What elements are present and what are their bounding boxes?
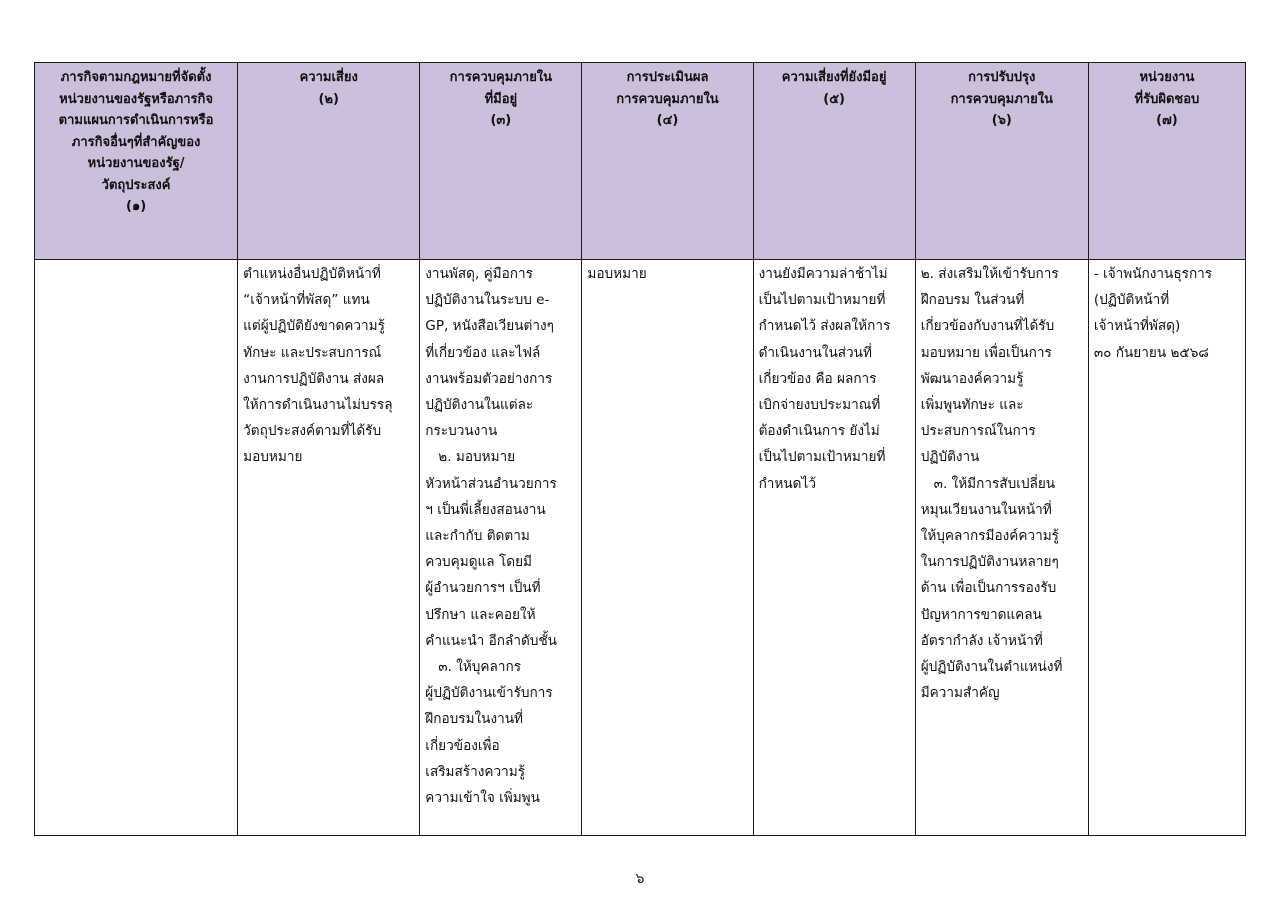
cell-text-line: (ปฏิบัติหน้าที่ <box>1093 292 1170 309</box>
table-row <box>35 260 1246 836</box>
cell-text-line: ปรึกษา และคอยให้ <box>425 606 536 623</box>
cell-text-line: เพิ่มพูนทักษะ และ <box>920 397 1024 414</box>
cell-text-line: เป็นไปตามเป้าหมายที่ <box>758 292 886 309</box>
cell-text-line: - เจ้าพนักงานธุรการ <box>1093 266 1213 282</box>
cell-text-line: ฝึกอบรม ในส่วนที่ <box>920 292 1025 309</box>
header-risk <box>238 63 420 260</box>
header-control-evaluation <box>582 63 753 260</box>
header-text-line: หน่วยงานของรัฐ/ <box>87 156 185 171</box>
header-text-line: ความเสี่ยงที่ยังมีอยู่ <box>781 70 887 85</box>
cell-text-line: ให้การดำเนินงานไม่บรรลุ <box>243 397 393 414</box>
cell-text-line: พัฒนาองค์ความรู้ <box>920 370 1024 387</box>
cell-text-line: เสริมสร้างความรู้ <box>425 763 525 780</box>
cell-text-line: เจ้าหน้าที่พัสดุ) <box>1093 318 1181 335</box>
cell-text-line: มอบหมาย <box>243 449 303 466</box>
cell-text-line: ปัญหาการขาดแคลน <box>920 606 1042 623</box>
cell-text-line: แต่ผู้ปฏิบัติยังขาดความรู้ <box>243 318 385 335</box>
cell-text-line: ที่เกี่ยวข้อง และไฟล์ <box>425 344 541 361</box>
cell-mission <box>35 260 238 836</box>
header-control-improvement <box>915 63 1088 260</box>
cell-text-line: ปฏิบัติงาน <box>920 449 980 466</box>
cell-control-improvement <box>915 260 1088 836</box>
cell-text-line: ดำเนินงานในส่วนที่ <box>758 344 872 361</box>
cell-text-line: ๓๐ กันยายน ๒๕๖๘ <box>1093 344 1209 361</box>
cell-text-line: ประสบการณ์ในการ <box>920 423 1036 440</box>
header-text-line: ความเสี่ยง <box>299 70 358 85</box>
cell-text-line: ผู้ปฏิบัติงานในตำแหน่งที่ <box>920 659 1063 676</box>
cell-text-line: ปฏิบัติงานในแต่ละ <box>425 397 534 414</box>
cell-control-evaluation <box>582 260 753 836</box>
cell-text-line: ฝึกอบรมในงานที่ <box>425 711 524 728</box>
cell-text-line: ฯ เป็นพี่เลี้ยงสอนงาน <box>425 501 546 518</box>
cell-text-line: ๒. มอบหมาย <box>425 449 516 466</box>
header-text-line: หน่วยงานของรัฐหรือภารกิจ <box>59 91 213 107</box>
cell-text-line: มอบหมาย เพื่อเป็นการ <box>920 344 1052 361</box>
cell-text-line: วัตถุประสงค์ตามที่ได้รับ <box>243 423 382 440</box>
cell-text-line: ผู้ปฏิบัติงานเข้ารับการ <box>425 685 553 702</box>
cell-text-line: ๒. ส่งเสริมให้เข้ารับการ <box>920 266 1059 282</box>
page-number: ๖ <box>635 871 645 887</box>
header-text-line: (๖) <box>991 113 1012 128</box>
header-text-line: การควบคุมภายใน <box>950 91 1053 107</box>
header-text-line: (๒) <box>318 91 339 107</box>
cell-text-line: งานการปฏิบัติงาน ส่งผล <box>243 370 385 387</box>
cell-text-line: ในการปฏิบัติงานหลายๆ <box>920 554 1059 571</box>
cell-text-line: หัวหน้าส่วนอำนวยการ <box>425 475 557 492</box>
header-text-line: การควบคุมภายใน <box>616 91 719 107</box>
header-text-line: (๓) <box>490 113 512 128</box>
cell-risk <box>238 260 420 836</box>
cell-remaining-risk <box>753 260 915 836</box>
header-existing-control <box>420 63 582 260</box>
cell-text-line: เกี่ยวข้องเพื่อ <box>425 737 500 754</box>
header-mission <box>35 63 238 260</box>
cell-text-line: GP, หนังสือเวียนต่างๆ <box>425 318 554 335</box>
cell-text-line: คำแนะนำ อีกลำดับชั้น <box>425 632 557 649</box>
cell-text-line: งานพร้อมตัวอย่างการ <box>425 370 553 387</box>
header-text-line: การปรับปรุง <box>968 70 1036 85</box>
cell-text-line: ให้บุคลากรมีองค์ความรู้ <box>920 528 1059 545</box>
header-text-line: ที่รับผิดชอบ <box>1134 91 1200 107</box>
cell-text-line: ๓. ให้บุคลากร <box>425 659 522 676</box>
header-text-line: วัตถุประสงค์ <box>101 177 171 193</box>
cell-text-line: ต้องดำเนินการ ยังไม่ <box>758 423 880 440</box>
cell-text-line: ควบคุมดูแล โดยมี <box>425 554 533 571</box>
header-text-line: ภารกิจอื่นๆที่สำคัญของ <box>71 134 201 150</box>
cell-responsible-unit <box>1088 260 1245 836</box>
header-text-line: (๗) <box>1156 113 1178 128</box>
header-text-line: หน่วยงาน <box>1139 70 1195 85</box>
cell-text-line: เกี่ยวข้องกับงานที่ได้รับ <box>920 318 1055 335</box>
header-text-line: การประเมินผล <box>626 70 709 85</box>
cell-text-line: มอบหมาย <box>587 266 647 282</box>
header-text-line: ตามแผนการดำเนินการหรือ <box>58 113 214 128</box>
cell-text-line: มีความสำคัญ <box>920 685 1000 702</box>
cell-text-line: และกำกับ ติดตาม <box>425 528 530 545</box>
cell-text-line: “เจ้าหน้าที่พัสดุ” แทน <box>243 292 370 309</box>
cell-text-line: กำหนดไว้ <box>758 475 816 492</box>
header-text-line: (๕) <box>823 91 845 107</box>
cell-text-line: ผู้อำนวยการฯ เป็นที่ <box>425 580 541 597</box>
control-assessment-table <box>34 62 1246 836</box>
header-text-line: (๔) <box>656 113 679 128</box>
header-text-line: ภารกิจตามกฎหมายที่จัดตั้ง <box>60 70 212 85</box>
header-responsible-unit <box>1088 63 1245 260</box>
cell-text-line: กระบวนงาน <box>425 423 498 440</box>
cell-text-line: หมุนเวียนงานในหน้าที่ <box>920 501 1052 518</box>
cell-text-line: งานพัสดุ, คู่มือการ <box>425 266 533 282</box>
cell-text-line: เป็นไปตามเป้าหมายที่ <box>758 449 886 466</box>
cell-text-line: กำหนดไว้ ส่งผลให้การ <box>758 318 891 335</box>
header-row <box>35 63 1246 260</box>
cell-text-line: เกี่ยวข้อง คือ ผลการ <box>758 370 877 387</box>
cell-text-line: ปฏิบัติงานในระบบ e- <box>425 292 550 309</box>
header-text-line: ที่มีอยู่ <box>484 91 518 107</box>
cell-existing-control <box>420 260 582 836</box>
cell-text-line: ด้าน เพื่อเป็นการรองรับ <box>920 580 1057 597</box>
cell-text-line: เบิกจ่ายงบประมาณที่ <box>758 397 881 414</box>
cell-text-line: อัตรากำลัง เจ้าหน้าที่ <box>920 632 1043 649</box>
cell-text-line: ความเข้าใจ เพิ่มพูน <box>425 790 540 807</box>
header-remaining-risk <box>753 63 915 260</box>
cell-text-line: ทักษะ และประสบการณ์ <box>243 344 382 361</box>
header-text-line: (๑) <box>126 199 147 214</box>
cell-text-line: ๓. ให้มีการสับเปลี่ยน <box>920 475 1056 492</box>
header-text-line: การควบคุมภายใน <box>449 70 553 85</box>
cell-text-line: ตำแหน่งอื่นปฏิบัติหน้าที่ <box>243 266 381 282</box>
cell-text-line: งานยังมีความล่าช้าไม่ <box>758 266 888 282</box>
